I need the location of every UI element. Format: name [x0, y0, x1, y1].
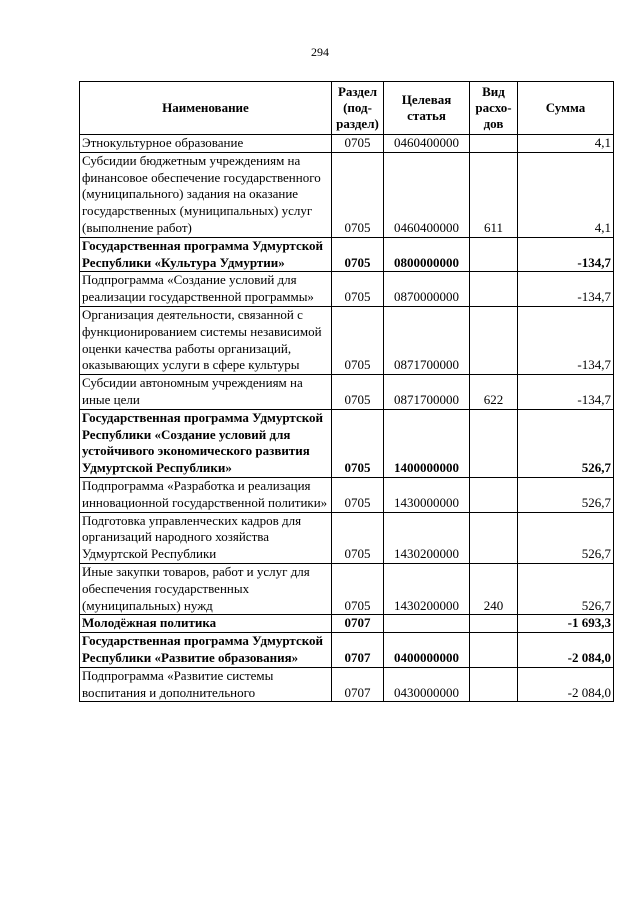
table-row [80, 409, 614, 477]
cell-target: 0430000000 [384, 667, 470, 702]
table-row [80, 237, 614, 272]
cell-sum: -2 084,0 [518, 633, 614, 668]
cell-section: 0707 [332, 615, 384, 633]
cell-expense: 240 [470, 563, 518, 614]
header-section: Раздел (под-раздел) [332, 82, 384, 135]
cell-sum: 526,7 [518, 477, 614, 512]
header-target: Целевая статья [384, 82, 470, 135]
cell-name: Субсидии бюджетным учреждениям на финансовое обеспечение государственного (муниципального) задания на оказание государственных (муниципальных) услуг (выполнение работ) [80, 152, 332, 237]
cell-section: 0705 [332, 563, 384, 614]
cell-expense [470, 512, 518, 563]
cell-expense [470, 237, 518, 272]
page-number: 294 [311, 45, 329, 59]
cell-sum: 526,7 [518, 409, 614, 477]
cell-name: Молодёжная политика [80, 615, 332, 633]
table-row [80, 667, 614, 702]
table-row [80, 306, 614, 374]
cell-expense: 611 [470, 152, 518, 237]
table-row [80, 375, 614, 410]
cell-target: 1430000000 [384, 477, 470, 512]
cell-target: 0871700000 [384, 306, 470, 374]
table-row [80, 512, 614, 563]
budget-table [79, 81, 614, 702]
table-row [80, 272, 614, 307]
cell-sum: 526,7 [518, 563, 614, 614]
cell-section: 0705 [332, 237, 384, 272]
table-row [80, 563, 614, 614]
table-row [80, 477, 614, 512]
cell-sum: -134,7 [518, 375, 614, 410]
cell-target: 0400000000 [384, 633, 470, 668]
table-row [80, 633, 614, 668]
cell-expense [470, 633, 518, 668]
table-row [80, 615, 614, 633]
cell-name: Субсидии автономным учреждениям на иные цели [80, 375, 332, 410]
cell-target: 0800000000 [384, 237, 470, 272]
cell-expense [470, 667, 518, 702]
table-row [80, 152, 614, 237]
cell-section: 0707 [332, 667, 384, 702]
cell-expense [470, 409, 518, 477]
cell-target [384, 615, 470, 633]
cell-section: 0705 [332, 152, 384, 237]
cell-target: 0870000000 [384, 272, 470, 307]
cell-target: 0871700000 [384, 375, 470, 410]
cell-section: 0705 [332, 375, 384, 410]
cell-section: 0705 [332, 135, 384, 153]
cell-target: 0460400000 [384, 135, 470, 153]
table-body [80, 135, 614, 702]
table-header-row [80, 82, 614, 135]
cell-name: Иные закупки товаров, работ и услуг для обеспечения государственных (муниципальных) нужд [80, 563, 332, 614]
cell-section: 0707 [332, 633, 384, 668]
cell-section: 0705 [332, 272, 384, 307]
cell-expense [470, 135, 518, 153]
cell-sum: 4,1 [518, 135, 614, 153]
cell-name: Подпрограмма «Создание условий для реализации государственной программы» [80, 272, 332, 307]
cell-expense [470, 272, 518, 307]
cell-sum: -134,7 [518, 306, 614, 374]
cell-expense [470, 477, 518, 512]
cell-target: 1430200000 [384, 563, 470, 614]
table-row [80, 135, 614, 153]
cell-sum: -1 693,3 [518, 615, 614, 633]
cell-sum: -134,7 [518, 272, 614, 307]
header-expense: Вид расхо-дов [470, 82, 518, 135]
cell-target: 1430200000 [384, 512, 470, 563]
cell-sum: -134,7 [518, 237, 614, 272]
header-name: Наименование [80, 82, 332, 135]
header-sum: Сумма [518, 82, 614, 135]
cell-name: Подготовка управленческих кадров для организаций народного хозяйства Удмуртской Республики [80, 512, 332, 563]
cell-expense: 622 [470, 375, 518, 410]
cell-sum: 4,1 [518, 152, 614, 237]
cell-section: 0705 [332, 306, 384, 374]
cell-section: 0705 [332, 409, 384, 477]
cell-name: Организация деятельности, связанной с функционированием системы независимой оценки качества работы организаций, оказывающих услуги в сфере культуры [80, 306, 332, 374]
cell-expense [470, 306, 518, 374]
cell-target: 1400000000 [384, 409, 470, 477]
cell-target: 0460400000 [384, 152, 470, 237]
cell-expense [470, 615, 518, 633]
cell-name: Государственная программа Удмуртской Республики «Культура Удмуртии» [80, 237, 332, 272]
cell-sum: 526,7 [518, 512, 614, 563]
cell-name: Подпрограмма «Разработка и реализация инновационной государственной политики» [80, 477, 332, 512]
cell-name: Государственная программа Удмуртской Республики «Создание условий для устойчивого экономического развития Удмуртской Республики» [80, 409, 332, 477]
cell-sum: -2 084,0 [518, 667, 614, 702]
cell-name: Подпрограмма «Развитие системы воспитания и дополнительного [80, 667, 332, 702]
cell-name: Этнокультурное образование [80, 135, 332, 153]
cell-name: Государственная программа Удмуртской Республики «Развитие образования» [80, 633, 332, 668]
cell-section: 0705 [332, 477, 384, 512]
cell-section: 0705 [332, 512, 384, 563]
